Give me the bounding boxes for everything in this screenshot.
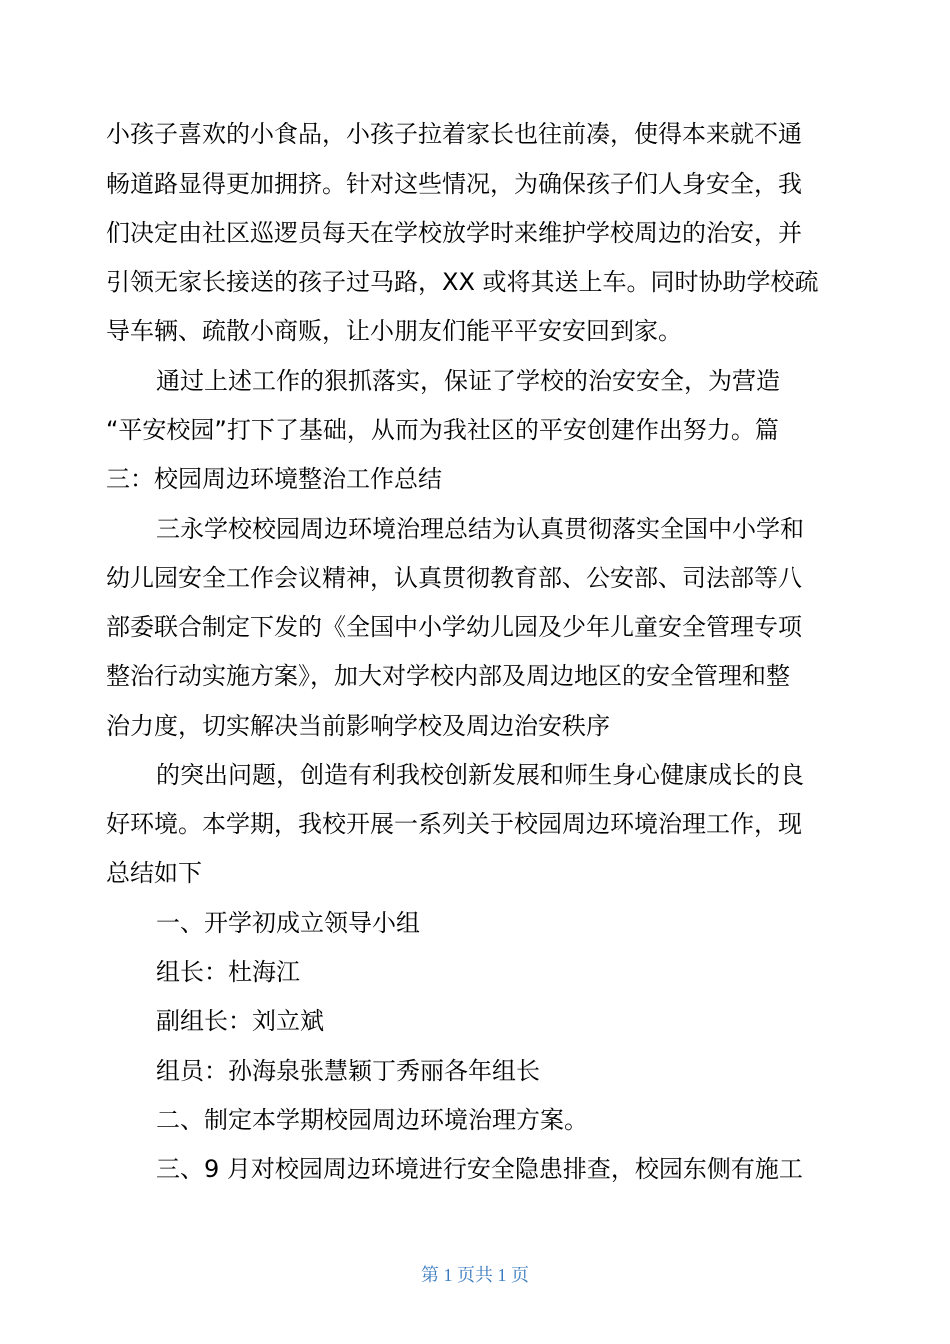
- text-line: 幼儿园安全工作会议精神，认真贯彻教育部、公安部、司法部等八: [106, 564, 802, 592]
- text-line: 整治行动实施方案》，加大对学校内部及周边地区的安全管理和整: [106, 662, 790, 690]
- text-line: “平安校园”打下了基础，从而为我社区的平安创建作出努力。篇: [106, 416, 779, 444]
- text-line: 好环境。本学期，我校开展一系列关于校园周边环境治理工作，现: [106, 810, 802, 838]
- text-line: 三：校园周边环境整治工作总结: [106, 465, 442, 493]
- page-number-footer: 第 1 页共 1 页: [421, 1265, 529, 1285]
- text-line: 的突出问题，创造有利我校创新发展和师生身心健康成长的良: [156, 761, 804, 789]
- text-line: 组员：孙海泉张慧颖丁秀丽各年组长: [156, 1057, 540, 1085]
- section-heading: 三、9 月对校园周边环境进行安全隐患排查，校园东侧有施工: [156, 1155, 803, 1183]
- text-line: 部委联合制定下发的《全国中小学幼儿园及少年儿童安全管理专项: [106, 613, 802, 641]
- text-line: 畅道路显得更加拥挤。针对这些情况，为确保孩子们人身安全，我: [106, 170, 802, 198]
- text-line: 引领无家长接送的孩子过马路，XX 或将其送上车。同时协助学校疏: [106, 268, 819, 296]
- section-heading: 二、制定本学期校园周边环境治理方案。: [156, 1106, 588, 1134]
- text-line: 总结如下: [106, 859, 202, 887]
- text-line: 导车辆、疏散小商贩，让小朋友们能平平安安回到家。: [106, 317, 682, 345]
- text-line: 通过上述工作的狠抓落实，保证了学校的治安安全，为营造: [156, 367, 780, 395]
- text-line: 三永学校校园周边环境治理总结为认真贯彻落实全国中小学和: [156, 515, 804, 543]
- text-line: 治力度，切实解决当前影响学校及周边治安秩序: [106, 712, 610, 740]
- text-line: 组长：杜海江: [156, 958, 300, 986]
- text-line: 们决定由社区巡逻员每天在学校放学时来维护学校周边的治安，并: [106, 219, 802, 247]
- text-line: 小孩子喜欢的小食品，小孩子拉着家长也往前凑，使得本来就不通: [106, 120, 802, 148]
- section-heading: 一、开学初成立领导小组: [156, 909, 420, 937]
- text-line: 副组长：刘立斌: [156, 1007, 324, 1035]
